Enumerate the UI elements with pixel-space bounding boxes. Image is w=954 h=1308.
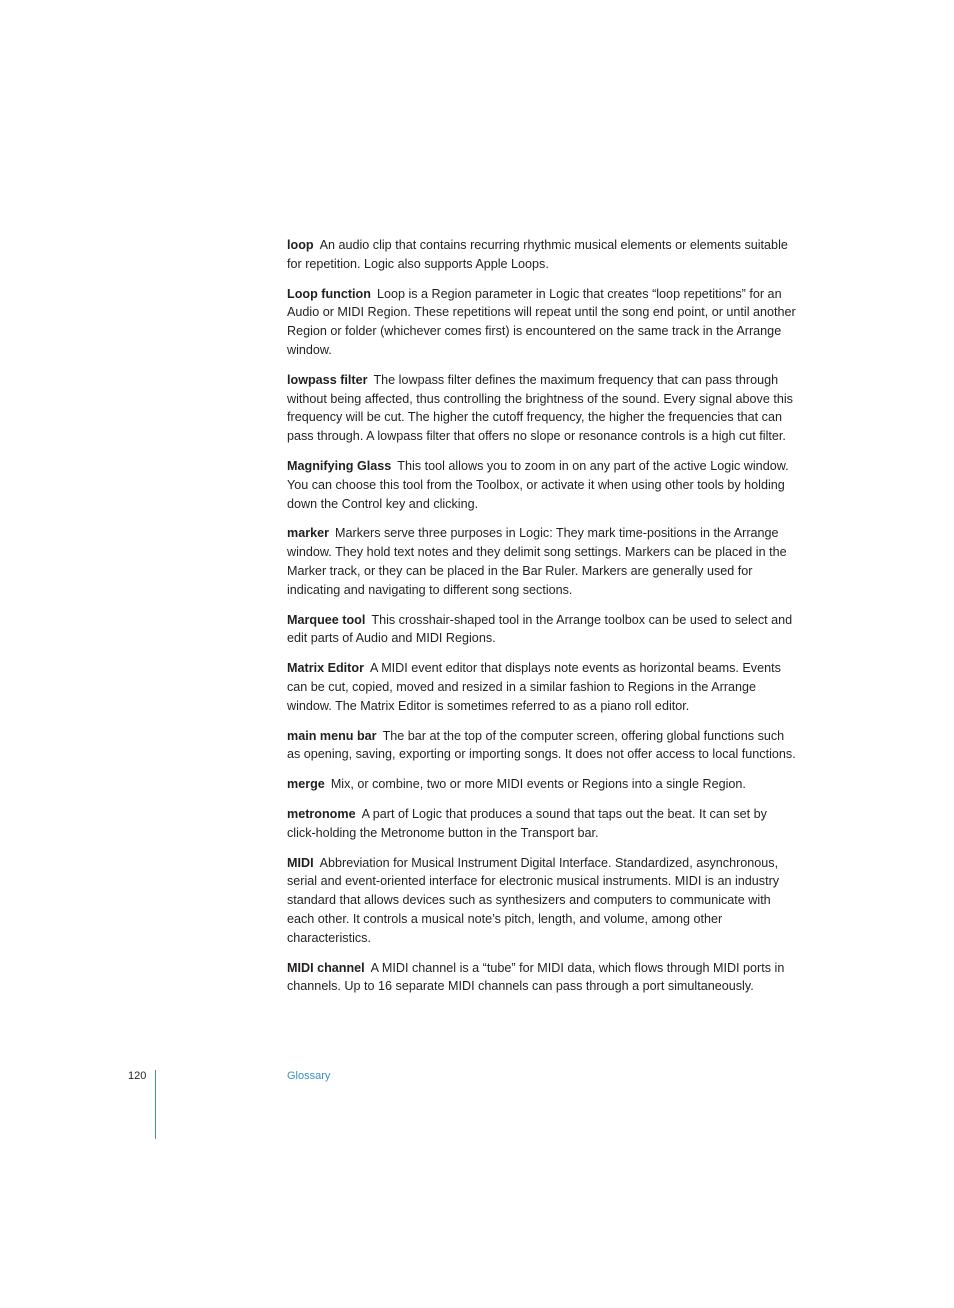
- glossary-entry: [287, 854, 797, 948]
- glossary-entry: [287, 805, 797, 843]
- glossary-term: merge: [287, 777, 325, 792]
- glossary-definition: This tool allows you to zoom in on any part of the active Logic window. You can choose this tool from the Toolbox, or activate it when using other tools by holding down the Control key and clicking.: [287, 458, 789, 511]
- glossary-term: Marquee tool: [287, 612, 366, 627]
- glossary-term: main menu bar: [287, 728, 377, 743]
- glossary-entry: [287, 236, 797, 274]
- glossary-term: MIDI channel: [287, 960, 365, 975]
- glossary-term: lowpass filter: [287, 372, 368, 387]
- glossary-definition: The bar at the top of the computer screen, offering global functions such as opening, saving, exporting or importing songs. It does not offer access to local functions.: [287, 728, 796, 762]
- glossary-term: loop: [287, 238, 314, 252]
- glossary-term: metronome: [287, 806, 356, 821]
- page-number: 120: [128, 1070, 147, 1082]
- glossary-term: MIDI: [287, 855, 314, 870]
- glossary-entry: [287, 775, 797, 794]
- glossary-entry: [287, 727, 797, 765]
- glossary-entry: [287, 524, 797, 599]
- glossary-definition: Markers serve three purposes in Logic: They mark time-positions in the Arrange window. They hold text notes and they delimit song settings. Markers can be placed in the Marker track, or they can be placed in the Bar Ruler. Markers are generally used for indicating and navigating to different song sections.: [287, 526, 787, 597]
- glossary-definition: A MIDI channel is a “tube” for MIDI data, which flows through MIDI ports in channels. Up to 16 separate MIDI channels can pass through a port simultaneously.: [287, 960, 785, 994]
- glossary-entry: [287, 659, 797, 715]
- glossary-definition: The lowpass filter defines the maximum frequency that can pass through without being affected, thus controlling the brightness of the sound. Every signal above this frequency will be cut. The higher the cutoff frequency, the higher the frequencies that can pass through. A lowpass filter that offers no slope or resonance controls is a high cut filter.: [287, 372, 793, 444]
- glossary-entry: [287, 611, 797, 649]
- glossary-term: marker: [287, 526, 330, 541]
- glossary-entry: [287, 457, 797, 513]
- glossary-definition: A part of Logic that produces a sound that taps out the beat. It can set by click-holding the Metronome button in the Transport bar.: [287, 806, 767, 840]
- section-title: Glossary: [287, 1070, 331, 1082]
- glossary-term: Magnifying Glass: [287, 458, 392, 473]
- glossary-term: Matrix Editor: [287, 661, 364, 676]
- glossary-entry: [287, 285, 797, 360]
- glossary-definition: Abbreviation for Musical Instrument Digital Interface. Standardized, asynchronous, serial and event-oriented interface for electronic musical instruments. MIDI is an industry standard that allows devices such as synthesizers and computers to communicate with each other. It controls a musical note’s pitch, length, and volume, among other characteristics.: [287, 855, 780, 945]
- footer-divider: [155, 1070, 156, 1139]
- glossary-definition: An audio clip that contains recurring rhythmic musical elements or elements suitable for repetition. Logic also supports Apple Loops.: [287, 238, 788, 271]
- glossary-definition: Loop is a Region parameter in Logic that creates “loop repetitions” for an Audio or MIDI Region. These repetitions will repeat until the song end point, or until another Region or folder (whichever comes first) is encountered on the same track in the Arrange window.: [287, 286, 796, 357]
- glossary-entry: [287, 371, 797, 446]
- glossary-entry: [287, 959, 797, 997]
- glossary-definition: Mix, or combine, two or more MIDI events or Regions into a single Region.: [330, 777, 746, 792]
- glossary-definition: A MIDI event editor that displays note events as horizontal beams. Events can be cut, copied, moved and resized in a similar fashion to Regions in the Arrange window. The Matrix Editor is sometimes referred to as a piano roll editor.: [287, 661, 781, 713]
- glossary-content: [287, 236, 797, 1007]
- glossary-definition: This crosshair-shaped tool in the Arrange toolbox can be used to select and edit parts of Audio and MIDI Regions.: [287, 612, 793, 646]
- glossary-term: Loop function: [287, 286, 371, 301]
